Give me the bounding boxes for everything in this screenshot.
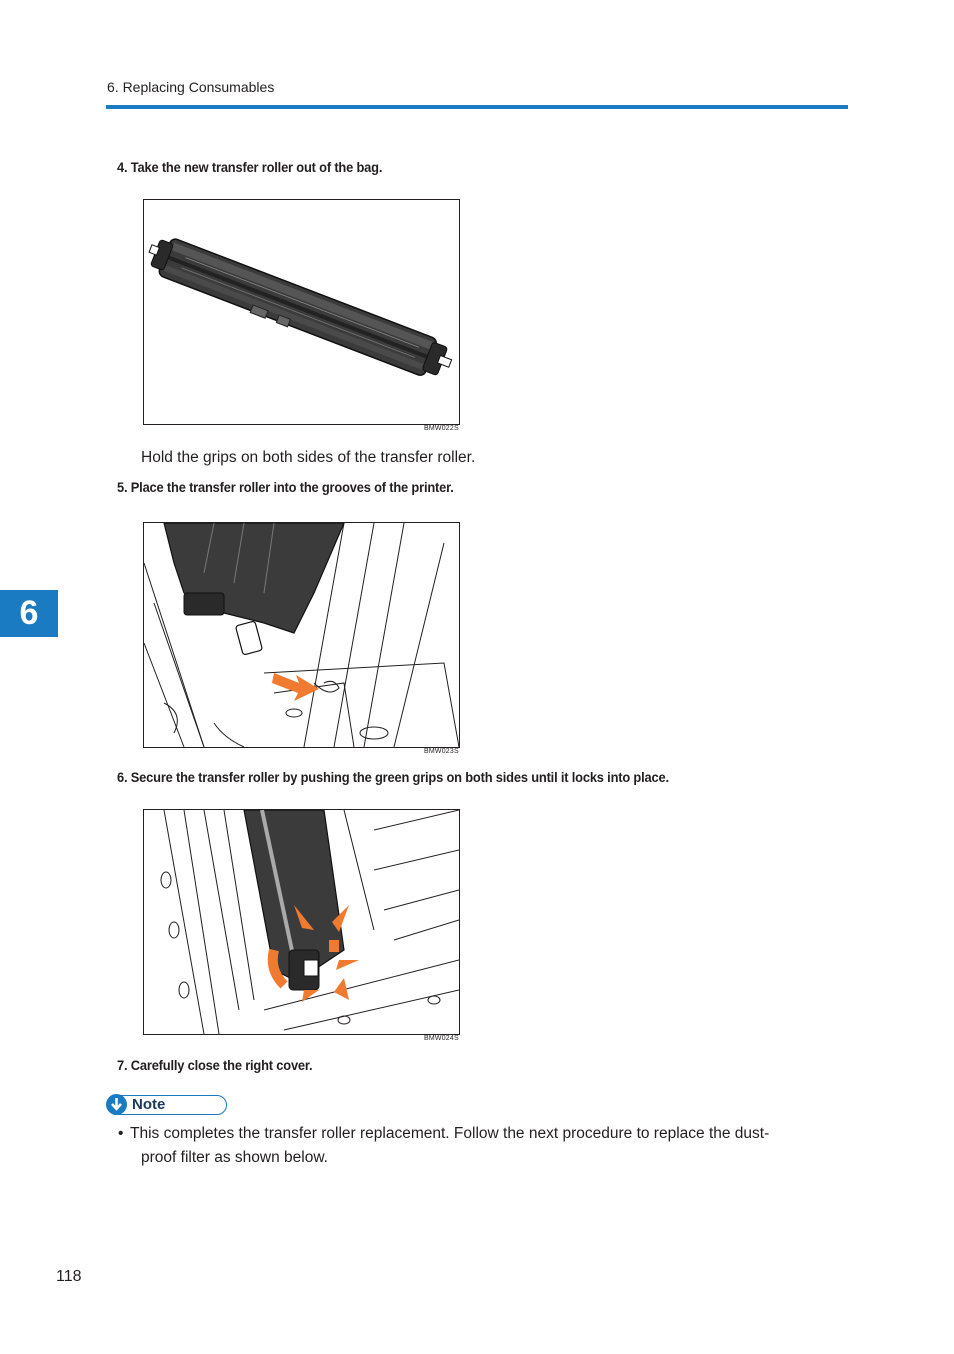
note-text-continued: proof filter as shown below. [141, 1149, 328, 1166]
chapter-tab: 6 [0, 590, 58, 637]
transfer-roller-illustration [144, 200, 459, 424]
running-head: 6. Replacing Consumables [107, 79, 275, 95]
figure-transfer-roller [143, 199, 460, 425]
figure-id: BMW024S [424, 1035, 459, 1042]
step-7-heading: 7. Carefully close the right cover. [117, 1057, 313, 1073]
step-4-heading: 4. Take the new transfer roller out of the bag. [117, 159, 383, 175]
page-number: 118 [56, 1268, 82, 1285]
figure-caption: Hold the grips on both sides of the transfer roller. [141, 449, 476, 466]
figure-secure-roller [143, 809, 460, 1035]
figure-id: BMW023S [424, 748, 459, 755]
note-label: Note [132, 1096, 166, 1113]
step-5-heading: 5. Place the transfer roller into the grooves of the printer. [117, 479, 454, 495]
note-bullet: • [118, 1125, 124, 1142]
secure-roller-illustration [144, 810, 459, 1034]
step-6-heading: 6. Secure the transfer roller by pushing the green grips on both sides until it locks into place. [117, 769, 669, 785]
figure-place-roller [143, 522, 460, 748]
note-badge [107, 1095, 227, 1115]
down-arrow-icon [106, 1094, 127, 1115]
note-text: This completes the transfer roller replacement. Follow the next procedure to replace the dust- [130, 1125, 770, 1142]
figure-id: BMW022S [424, 425, 459, 432]
header-rule [106, 105, 848, 109]
place-roller-illustration [144, 523, 459, 747]
